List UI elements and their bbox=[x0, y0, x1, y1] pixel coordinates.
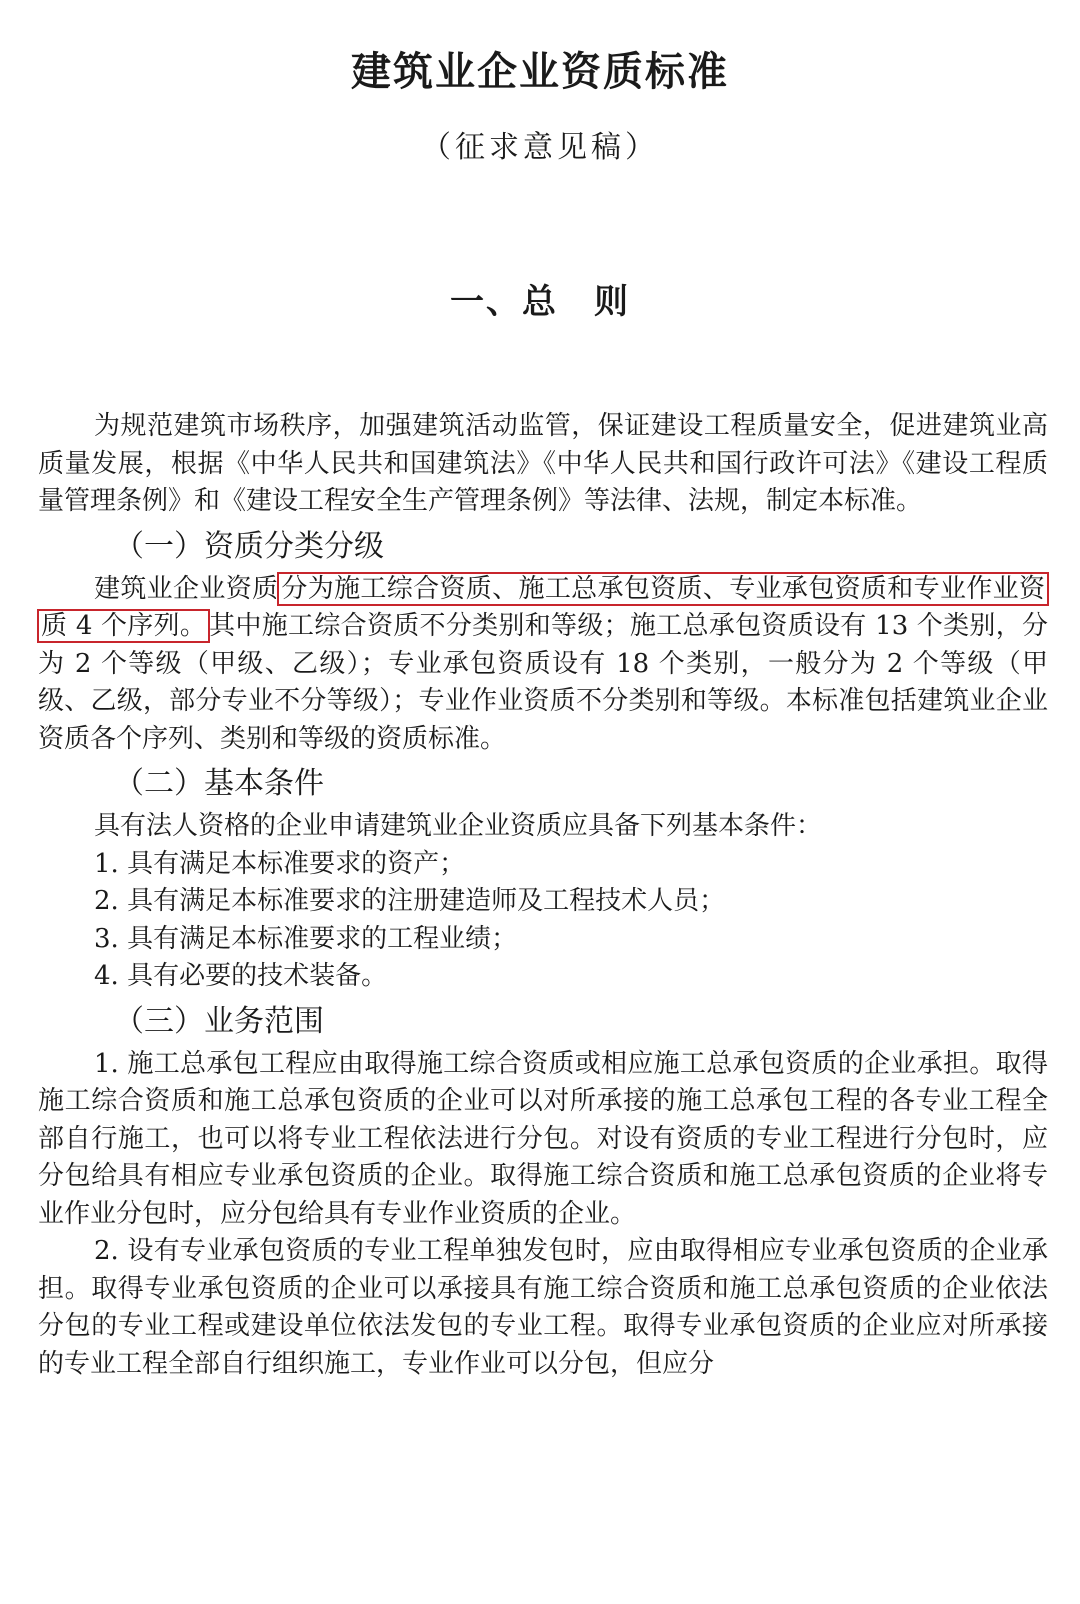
section-heading-basic-conditions: （二）基本条件 bbox=[114, 766, 324, 801]
condition-item: 4. 具有必要的技术装备。 bbox=[94, 961, 388, 991]
document-subtitle: （征求意见稿） bbox=[421, 130, 659, 165]
condition-item: 3. 具有满足本标准要求的工程业绩； bbox=[94, 923, 518, 954]
document-title: 建筑业企业资质标准 bbox=[351, 49, 729, 95]
classification-paragraph bbox=[38, 571, 1048, 759]
intro-paragraph: 为规范建筑市场秩序，加强建筑活动监管，保证建设工程质量安全，促进建筑业高质量发展，根据《中华人民共和国建筑法》《中华人民共和国行政许可法》《建设工程质量管理条例》和《建设工程安全生产管理条例》等法律、法规，制定本标准。 bbox=[38, 411, 1048, 516]
document-body bbox=[38, 408, 1048, 1383]
chapter-title: 一、总 则 bbox=[450, 282, 630, 322]
condition-item: 1. 具有满足本标准要求的资产； bbox=[94, 848, 466, 879]
classification-lead: 建筑业企业资质 bbox=[94, 573, 279, 604]
business-scope-paragraph: 2. 设有专业承包资质的专业工程单独发包时，应由取得相应专业承包资质的企业承担。取得专业承包资质的企业可以承接具有施工综合资质和施工总承包资质的企业依法分包的专业工程或建设单位依法发包的专业工程。取得专业承包资质的企业应对所承接的专业工程全部自行组织施工，专业作业可以分包，但应分 bbox=[38, 1236, 1048, 1379]
basic-conditions-intro: 具有法人资格的企业申请建筑业企业资质应具备下列基本条件： bbox=[94, 811, 823, 841]
business-scope-paragraph: 1. 施工总承包工程应由取得施工综合资质或相应施工总承包资质的企业承担。取得施工综合资质和施工总承包资质的企业可以对所承接的施工总承包工程的各专业工程全部自行施工，也可以将专业工程依法进行分包。对设有资质的专业工程进行分包时，应分包给具有相应专业承包资质的企业。取得施工综合资质和施工总承包资质的企业将专业作业分包时，应分包给具有专业作业资质的企业。 bbox=[38, 1048, 1048, 1229]
highlighted-text: 分为施工综合资质、施工总承包资质、专业承包资质和专业作业资质 4 个序列。 bbox=[37, 572, 1049, 644]
condition-item: 2. 具有满足本标准要求的注册建造师及工程技术人员； bbox=[94, 886, 726, 916]
classification-rest: 其中施工综合资质不分类别和等级；施工总承包资质设有 13 个类别，分为 2 个等级（甲级、乙级）；专业承包资质设有 18 个类别，一般分为 2 个等级（甲级、乙级，部分专业不分等级）；专业作业资质不分类别和等级。本标准包括建筑业企业资质各个序列、类别和等级的资质标准。 bbox=[38, 611, 1048, 754]
section-heading-classification: （一）资质分类分级 bbox=[114, 528, 384, 564]
section-heading-business-scope: （三）业务范围 bbox=[114, 1003, 324, 1039]
